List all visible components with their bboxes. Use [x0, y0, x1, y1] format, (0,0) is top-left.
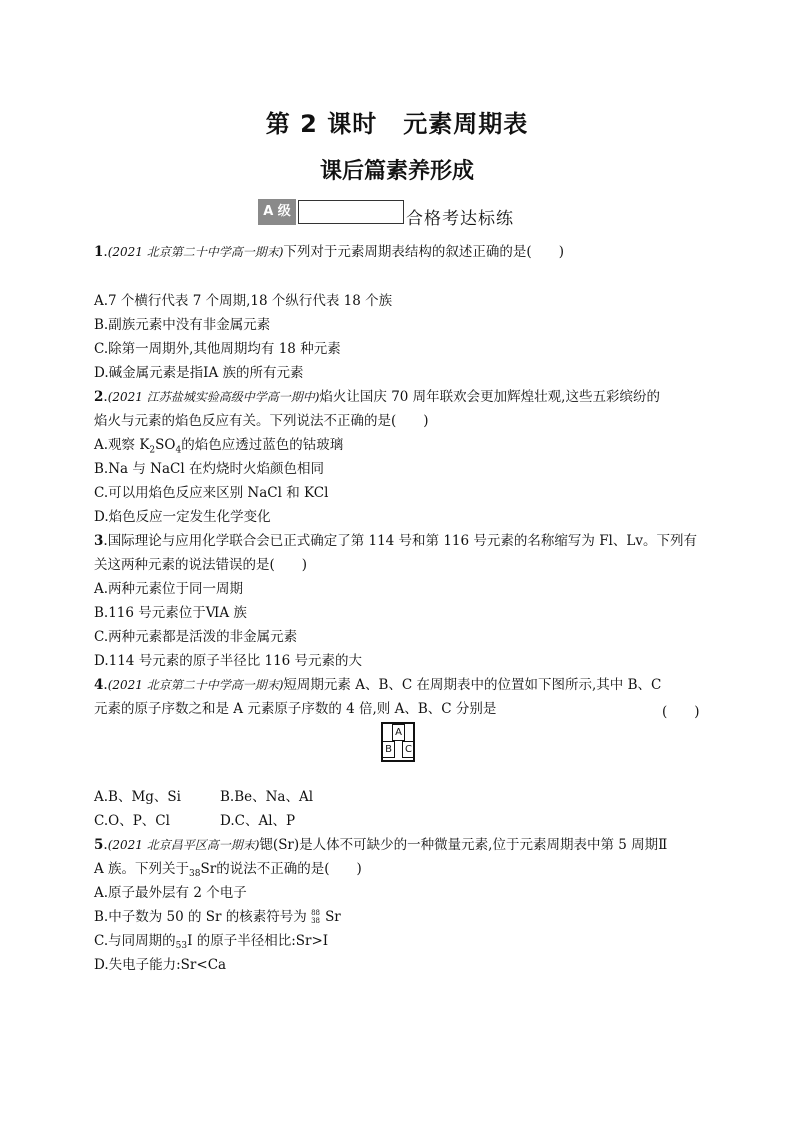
nuclide-notation: 88 38 [311, 909, 320, 925]
q1-option-c: C.除第一周期外,其他周期均有 18 种元素 [94, 341, 341, 357]
question-text: 下列对于元素周期表结构的叙述正确的是( ) [283, 244, 564, 260]
grid-cell-a: A [392, 724, 405, 741]
question-text: 锶(Sr)是人体不可缺少的一种微量元素,位于元素周期表中第 5 周期Ⅱ [259, 837, 668, 853]
q5-option-c: C.与同周期的$_{53}$I 的原子半径相比:Sr>I [94, 933, 329, 951]
level-label: 合格考达标练 [406, 209, 514, 229]
question-2-stem-line2: 焰火与元素的焰色反应有关。下列说法不正确的是( ) [94, 413, 429, 429]
q4-options-row1 [94, 788, 181, 806]
section-title: 课后篇素养形成 [319, 159, 474, 184]
q4-option-d: D.C、Al、P [220, 813, 296, 829]
q4-option-b: B.Be、Na、Al [220, 789, 314, 805]
question-number: 2 [94, 389, 104, 405]
question-text: 焰火让国庆 70 周年联欢会更加辉煌壮观,这些五彩缤纷的 [319, 389, 660, 405]
question-3-stem-line2: 关这两种元素的说法错误的是( ) [94, 557, 308, 573]
level-blank-box [298, 200, 404, 224]
q3-option-d: D.114 号元素的原子半径比 116 号元素的大 [94, 653, 363, 669]
q2-option-d: D.焰色反应一定发生化学变化 [94, 509, 271, 525]
question-2-stem-line1: 2.(2021 江苏盐城实验高级中学高一期中)焰火让国庆 70 周年联欢会更加辉煌壮观,这些五彩缤纷的 [94, 389, 660, 405]
q4-option-c: C.O、P、Cl [94, 813, 170, 829]
q1-option-b: B.副族元素中没有非金属元素 [94, 317, 271, 333]
periodic-table-fragment [381, 722, 415, 762]
q1-option-a: A.7 个横行代表 7 个周期,18 个纵行代表 18 个族 [94, 293, 393, 309]
q2-option-c: C.可以用焰色反应来区别 NaCl 和 KCl [94, 485, 329, 501]
q1-option-d: D.碱金属元素是指ⅠA 族的所有元素 [94, 365, 304, 381]
question-5-stem-line2: A 族。下列关于$_{38}$Sr的说法不正确的是( ) [94, 861, 362, 879]
lesson-number: 第 2 课时 [265, 110, 378, 138]
question-source: (2021 北京昌平区高一期末) [107, 838, 260, 852]
q2-option-a: A.观察 $K_2SO_4$的焰色应透过蓝色的钴玻璃 [94, 437, 344, 456]
q2-option-b: B.Na 与 NaCl 在灼烧时火焰颜色相同 [94, 461, 324, 477]
grid-cell-c: C [402, 741, 415, 758]
question-text: 短周期元素 A、B、C 在周期表中的位置如下图所示,其中 B、C [283, 677, 662, 693]
question-3-stem-line1: 3.国际理论与应用化学联合会已正式确定了第 114 号和第 116 号元素的名称缩写为 Fl、Lv。下列有 [94, 533, 697, 549]
question-5-stem-line1: 5.(2021 北京昌平区高一期末)锶(Sr)是人体不可缺少的一种微量元素,位于元素周期表中第 5 周期Ⅱ [94, 837, 668, 853]
q5-option-a: A.原子最外层有 2 个电子 [94, 885, 247, 901]
question-source: (2021 江苏盐城实验高级中学高一期中) [107, 390, 320, 404]
level-badge: A 级 [258, 199, 296, 225]
question-number: 4 [94, 677, 104, 693]
question-text: 国际理论与应用化学联合会已正式确定了第 114 号和第 116 号元素的名称缩写为 Fl、Lv。下列有 [107, 533, 697, 549]
q3-option-b: B.116 号元素位于ⅥA 族 [94, 605, 247, 621]
question-4-stem-line1: 4.(2021 北京第二十中学高一期末)短周期元素 A、B、C 在周期表中的位置如下图所示,其中 B、C [94, 677, 662, 693]
question-4-stem-line2: 元素的原子序数之和是 A 元素原子序数的 4 倍,则 A、B、C 分别是 [94, 701, 497, 717]
question-number: 1 [94, 244, 104, 260]
level-bar [258, 199, 514, 227]
q4-option-a: A.B、Mg、Si [94, 789, 181, 805]
question-1-stem: 1.(2021 北京第二十中学高一期末)下列对于元素周期表结构的叙述正确的是( ) [94, 244, 564, 260]
lesson-name: 元素周期表 [403, 110, 529, 138]
question-number: 5 [94, 837, 104, 853]
q3-option-a: A.两种元素位于同一周期 [94, 581, 244, 597]
question-number: 3 [94, 533, 104, 549]
q5-option-b: B.中子数为 50 的 Sr 的核素符号为 88 38 Sr [94, 909, 341, 925]
q5-option-d: D.失电子能力:Sr<Ca [94, 957, 227, 973]
q3-option-c: C.两种元素都是活泼的非金属元素 [94, 629, 298, 645]
grid-cell-b: B [382, 741, 395, 758]
question-source: (2021 北京第二十中学高一期末) [107, 245, 284, 259]
question-source: (2021 北京第二十中学高一期末) [107, 678, 284, 692]
answer-parenthesis: ( ) [662, 704, 700, 720]
lesson-title [0, 104, 794, 139]
